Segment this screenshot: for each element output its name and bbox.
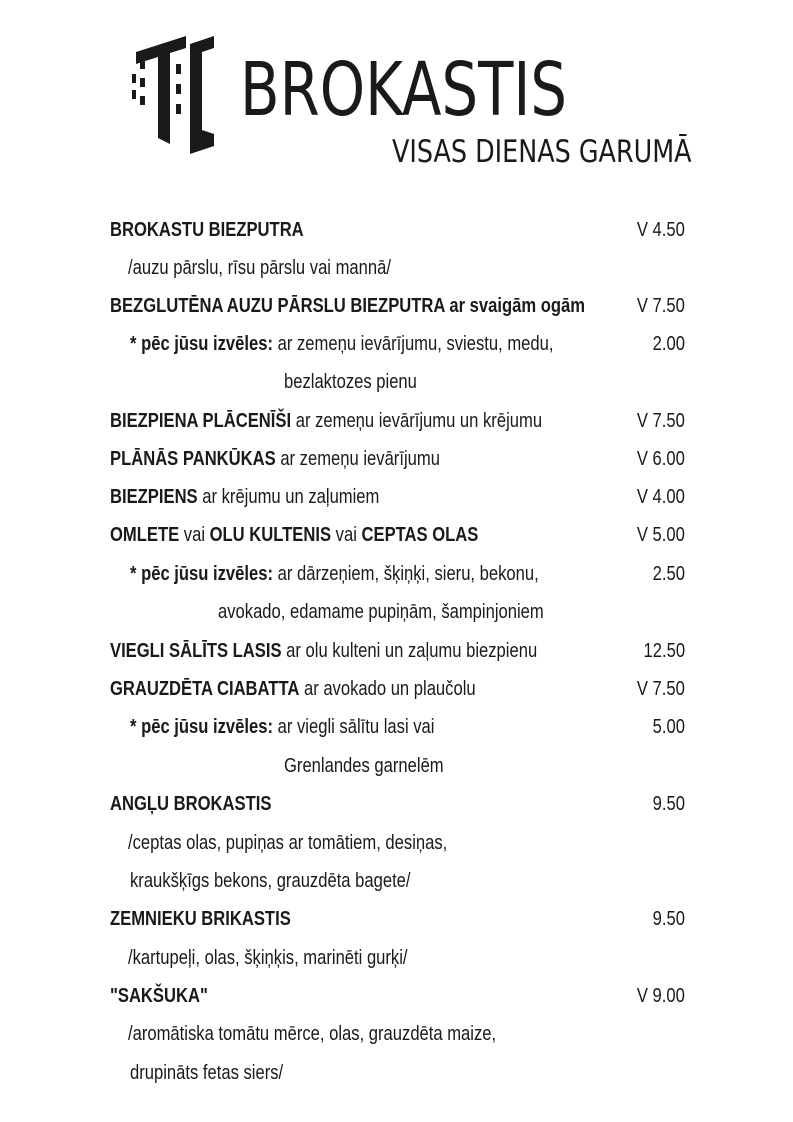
menu-item-name: * pēc jūsu izvēles:	[130, 333, 274, 355]
menu-item-name: OMLETE	[110, 524, 180, 546]
menu-row	[110, 329, 685, 359]
menu-row	[110, 559, 685, 589]
menu-item-name: VIEGLI SĀLĪTS LASIS	[110, 640, 282, 662]
menu-row	[110, 367, 685, 397]
menu-item-text	[284, 367, 417, 397]
menu-row	[110, 981, 685, 1011]
menu-item-text	[110, 674, 476, 704]
menu-item-description: ar avokado un plaučolu	[299, 678, 476, 700]
menu-item-description: /kartupeļi, olas, šķiņķis, marinēti gurķi/	[128, 947, 408, 969]
menu-row	[110, 215, 685, 245]
menu-item-text	[284, 751, 444, 781]
menu-item-text	[110, 444, 440, 474]
menu-item-price: 9.50	[652, 908, 685, 930]
menu-item-price: V 4.50	[637, 219, 685, 241]
menu-item-description: /aromātiska tomātu mērce, olas, grauzdēta maize,	[128, 1023, 497, 1045]
menu-row	[110, 1019, 685, 1049]
menu-row	[110, 253, 685, 283]
logo-icon	[130, 34, 222, 154]
menu-item-text	[110, 789, 271, 819]
menu-row	[110, 789, 685, 819]
menu-item-description: ar zemeņu ievārījumu un krējumu	[291, 410, 543, 432]
menu-item-text	[130, 329, 553, 359]
menu-item-text	[128, 828, 447, 858]
menu-item-price: 2.50	[652, 563, 685, 585]
menu-item-text	[128, 943, 408, 973]
menu-item-name: CEPTAS OLAS	[361, 524, 479, 546]
menu-row	[110, 597, 685, 627]
menu-item-description: ar olu kulteni un zaļumu biezpienu	[281, 640, 538, 662]
menu-row	[110, 520, 685, 550]
menu-item-text	[218, 597, 544, 627]
menu-row	[110, 291, 685, 321]
menu-item-description: avokado, edamame pupiņām, šampinjoniem	[218, 601, 544, 623]
menu-item-price: V 7.50	[637, 295, 685, 317]
menu-row	[110, 904, 685, 934]
menu-item-price: V 7.50	[637, 410, 685, 432]
menu-item-description: ar krējumu un zaļumiem	[197, 486, 380, 508]
menu-item-name: ZEMNIEKU BRIKASTIS	[110, 908, 291, 930]
menu-item-description: ar zemeņu ievārījumu	[275, 448, 440, 470]
menu-item-text	[130, 866, 411, 896]
menu-item-price: 12.50	[643, 640, 685, 662]
menu-row	[110, 444, 685, 474]
menu-item-description: bezlaktozes pienu	[284, 371, 417, 393]
menu-item-text	[130, 1058, 283, 1088]
menu-item-description: drupināts fetas siers/	[130, 1062, 284, 1084]
menu-item-name: * pēc jūsu izvēles:	[130, 716, 274, 738]
menu-item-name: BEZGLUTĒNA AUZU PĀRSLU BIEZPUTRA ar svaigām ogām	[110, 295, 586, 317]
menu-item-description: kraukšķīgs bekons, grauzdēta bagete/	[130, 870, 411, 892]
menu-item-price: V 7.50	[637, 678, 685, 700]
menu-row	[110, 482, 685, 512]
menu-row	[110, 828, 685, 858]
menu-item-price: V 9.00	[637, 985, 685, 1007]
menu-item-description: /auzu pārslu, rīsu pārslu vai mannā/	[128, 257, 391, 279]
menu-item-text	[130, 559, 539, 589]
menu-item-text	[110, 406, 542, 436]
menu-item-price: 5.00	[652, 716, 685, 738]
menu-row	[110, 1058, 685, 1088]
menu-item-text	[128, 253, 391, 283]
menu-item-name: ANGĻU BROKASTIS	[110, 793, 272, 815]
menu-item-text	[128, 1019, 496, 1049]
menu-item-description: vai	[331, 524, 362, 546]
menu-item-name: BROKASTU BIEZPUTRA	[110, 219, 304, 241]
menu-row	[110, 712, 685, 742]
menu-item-description: ar dārzeņiem, šķiņķi, sieru, bekonu,	[273, 563, 539, 585]
menu-row	[110, 943, 685, 973]
menu-item-price: V 4.00	[637, 486, 685, 508]
menu-item-price: 2.00	[652, 333, 685, 355]
menu-item-text	[110, 215, 304, 245]
menu-item-description: /ceptas olas, pupiņas ar tomātiem, desiņas,	[128, 832, 448, 854]
menu-item-name: OLU KULTENIS	[209, 524, 332, 546]
menu-item-name: "SAKŠUKA"	[110, 985, 208, 1007]
menu-row	[110, 674, 685, 704]
menu-item-text	[110, 904, 291, 934]
menu-item-text	[110, 981, 208, 1011]
menu-item-description: Grenlandes garnelēm	[284, 755, 444, 777]
menu-item-price: V 5.00	[637, 524, 685, 546]
menu-row	[110, 751, 685, 781]
menu-row	[110, 636, 685, 666]
menu-row	[110, 866, 685, 896]
menu-item-name: * pēc jūsu izvēles:	[130, 563, 274, 585]
page-subtitle: VISAS DIENAS GARUMĀ	[392, 134, 692, 170]
menu-item-text	[110, 482, 379, 512]
menu-row	[110, 406, 685, 436]
menu-item-price: 9.50	[652, 793, 685, 815]
menu-item-name: BIEZPIENS	[110, 486, 198, 508]
menu-item-name: GRAUZDĒTA CIABATTA	[110, 678, 300, 700]
menu-item-name: BIEZPIENA PLĀCENĪŠI	[110, 410, 292, 432]
menu-item-text	[110, 636, 537, 666]
menu-item-name: PLĀNĀS PANKŪKAS	[110, 448, 276, 470]
page-title: BROKASTIS	[240, 47, 568, 133]
menu-item-text	[130, 712, 434, 742]
menu-item-description: ar viegli sālītu lasi vai	[273, 716, 435, 738]
menu-item-description: ar zemeņu ievārījumu, sviestu, medu,	[273, 333, 554, 355]
menu-item-description: vai	[179, 524, 210, 546]
menu-item-text	[110, 520, 478, 550]
menu-item-price: V 6.00	[637, 448, 685, 470]
menu-item-text	[110, 291, 585, 321]
